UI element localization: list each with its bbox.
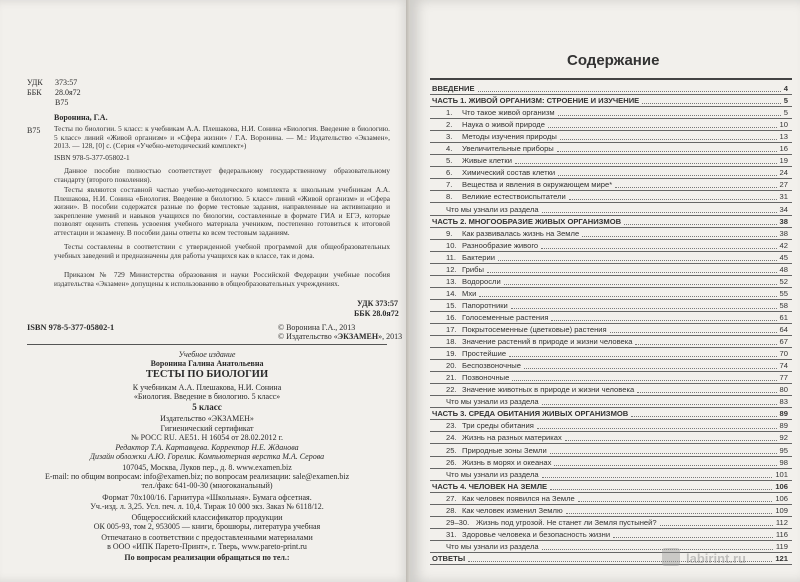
toc-row-number: 29–30. bbox=[446, 517, 470, 527]
toc-section-row bbox=[430, 409, 792, 419]
toc-row-rule bbox=[430, 275, 792, 276]
toc-leader-dots bbox=[615, 187, 777, 188]
toc-row-page: 67 bbox=[779, 337, 788, 347]
toc-row-rule bbox=[430, 480, 792, 481]
toc-row-page: 38 bbox=[779, 228, 788, 238]
toc-row-rule bbox=[430, 154, 792, 155]
toc-row-number: 23. bbox=[446, 421, 457, 431]
contents-page bbox=[410, 0, 800, 582]
toc-row-rule bbox=[430, 166, 792, 167]
toc-row-label: Как человек изменил Землю bbox=[462, 505, 563, 515]
toc-section-row bbox=[430, 217, 792, 227]
grade: 5 класс bbox=[192, 402, 222, 412]
toc-row bbox=[430, 397, 792, 407]
toc-row-number: 5. bbox=[446, 156, 453, 166]
toc-row-number: 13. bbox=[446, 276, 457, 286]
toc-row bbox=[430, 144, 792, 154]
toc-leader-dots bbox=[498, 260, 777, 261]
toc-row-label: Увеличительные приборы bbox=[462, 144, 554, 154]
toc-row-number: 9. bbox=[446, 228, 453, 238]
toc-row-label: Значение растений в природе и жизни человека bbox=[462, 337, 633, 347]
toc-row-rule bbox=[430, 468, 792, 469]
isbn-large: ISBN 978-5-377-05802-1 bbox=[27, 323, 115, 332]
toc-leader-dots bbox=[537, 428, 777, 429]
toc-leader-dots bbox=[557, 151, 777, 152]
toc-row bbox=[430, 385, 792, 395]
toc-row bbox=[430, 192, 792, 202]
toc-row-rule bbox=[430, 407, 792, 408]
toc-row-rule bbox=[430, 227, 792, 228]
toc-row bbox=[430, 349, 792, 359]
toc-row-label: ЧАСТЬ 2. МНОГООБРАЗИЕ ЖИВЫХ ОРГАНИЗМОВ bbox=[432, 216, 622, 226]
toc-row bbox=[430, 132, 792, 142]
toc-row-rule bbox=[430, 516, 792, 517]
subtitle-line-2: «Биология. Введение в биологию. 5 класс» bbox=[133, 392, 281, 401]
divider bbox=[27, 344, 387, 345]
author-heading: Воронина, Г.А. bbox=[54, 113, 108, 122]
toc-leader-dots bbox=[551, 320, 777, 321]
toc-row-rule bbox=[430, 118, 792, 119]
toc-leader-dots bbox=[578, 501, 772, 502]
toc-leader-dots bbox=[509, 356, 777, 357]
toc-leader-dots bbox=[550, 453, 777, 454]
toc-row-rule bbox=[430, 431, 792, 432]
toc-row-label: Вещества и явления в окружающем мире* bbox=[462, 180, 613, 190]
toc-row-rule bbox=[430, 504, 792, 505]
toc-row-page: 77 bbox=[779, 373, 788, 383]
toc-row bbox=[430, 518, 792, 528]
toc-leader-dots bbox=[548, 127, 777, 128]
order-paragraph: Приказом № 729 Министерства образования и науки Российской Федерации учебные пособия издательства «Экзамен» допущены к использованию в общеобразовательных учреждениях. bbox=[54, 270, 390, 288]
bbk-secondary: ББК 28.0я72 bbox=[354, 309, 399, 318]
toc-row-rule bbox=[430, 419, 792, 420]
publisher-name: Издательство «ЭКЗАМЕН» bbox=[160, 414, 254, 423]
toc-row-label: Папоротники bbox=[462, 300, 508, 310]
toc-row-rule bbox=[430, 239, 792, 240]
copyright-publisher: © Издательство «ЭКЗАМЕН», 2013 bbox=[278, 332, 403, 341]
toc-leader-dots bbox=[558, 175, 777, 176]
toc-row-page: 24 bbox=[779, 168, 788, 178]
toc-row-page: 5 bbox=[783, 108, 788, 118]
toc-row bbox=[430, 265, 792, 275]
toc-row-label: Живые клетки bbox=[462, 156, 512, 166]
classifier-title: Общероссийский классификатор продукции bbox=[131, 513, 283, 522]
toc-row-page: 31 bbox=[779, 192, 788, 202]
toc-row bbox=[430, 458, 792, 468]
toc-row-label: Жизнь на разных материках bbox=[462, 433, 562, 443]
toc-row-rule bbox=[430, 106, 792, 107]
toc-leader-dots bbox=[478, 91, 781, 92]
udk-label: УДК bbox=[27, 78, 43, 87]
toc-leader-dots bbox=[610, 332, 777, 333]
author-full-name: Воронина Галина Анатольевна bbox=[150, 359, 264, 368]
toc-row bbox=[430, 433, 792, 443]
toc-row-number: 17. bbox=[446, 325, 457, 334]
toc-row-label: Покрытосеменные (цветковые) растения bbox=[462, 325, 607, 334]
toc-row-number: 20. bbox=[446, 361, 457, 371]
toc-leader-dots bbox=[660, 525, 773, 526]
toc-row-label: Что мы узнали из раздела bbox=[446, 204, 539, 214]
standard-paragraph: Данное пособие полностью соответствует федеральному государственному образовательному стандарту (второго поколения). bbox=[54, 166, 390, 184]
toc-row-page: 121 bbox=[775, 553, 788, 563]
toc-row-label: Жизнь в морях и океанах bbox=[462, 457, 552, 467]
toc-row-rule bbox=[430, 215, 792, 216]
toc-row-page: 95 bbox=[779, 445, 788, 455]
toc-row bbox=[430, 421, 792, 431]
design-credits: Дизайн обложки А.Ю. Горелик. Компьютерная верстка М.А. Серова bbox=[89, 452, 325, 461]
toc-row-page: 92 bbox=[779, 433, 788, 443]
toc-row-label: Три среды обитания bbox=[462, 421, 534, 431]
publisher-email: E-mail: по общим вопросам: info@examen.biz; по вопросам реализации: sale@examen.biz bbox=[45, 472, 350, 481]
classification-code: В75 bbox=[55, 98, 69, 107]
toc-row-number: 12. bbox=[446, 264, 457, 274]
contents-title: Содержание bbox=[567, 52, 660, 69]
toc-leader-dots bbox=[504, 284, 777, 285]
toc-row-page: 83 bbox=[779, 397, 788, 407]
toc-row bbox=[430, 494, 792, 504]
toc-row-label: Наука о живой природе bbox=[462, 120, 545, 130]
toc-row-number: 3. bbox=[446, 132, 453, 142]
toc-row-page: 98 bbox=[779, 457, 788, 467]
toc-row-page: 27 bbox=[779, 180, 788, 190]
toc-row-rule bbox=[430, 359, 792, 360]
toc-row-label: Что такое живой организм bbox=[462, 108, 555, 118]
toc-row-number: 26. bbox=[446, 457, 457, 467]
bbk-value: 28.0я72 bbox=[55, 88, 81, 97]
toc-row-label: Как человек появился на Земле bbox=[462, 493, 575, 503]
toc-leader-dots bbox=[541, 248, 777, 249]
toc-row-rule bbox=[430, 142, 792, 143]
toc-leader-dots bbox=[512, 380, 777, 381]
toc-row bbox=[430, 205, 792, 215]
toc-row-number: 21. bbox=[446, 373, 457, 383]
toc-row-label: Грибы bbox=[462, 264, 484, 274]
toc-row-label: Значение животных в природе и жизни человека bbox=[462, 385, 635, 395]
printed-line-1: Отпечатано в соответствии с предоставленными материалами bbox=[101, 533, 313, 542]
toc-row-page: 89 bbox=[779, 409, 788, 419]
bibliographic-description: Тесты по биологии. 5 класс: к учебникам А.А. Плешакова, Н.И. Сонина «Биология. Введение в биологию. 5 класс» линий «Живой организм» и «Сфера жизни» / Г.А. Воронина. — М.: Издательство «Экзамен», 2013. — 128, [0] с. (Серия «Учебно-методический комплект») bbox=[54, 124, 390, 151]
toc-leader-dots bbox=[569, 199, 777, 200]
toc-row-rule bbox=[430, 311, 792, 312]
toc-row-number: 8. bbox=[446, 192, 453, 202]
toc-leader-dots bbox=[566, 513, 772, 514]
toc-section-row bbox=[430, 96, 792, 106]
toc-row bbox=[430, 313, 792, 323]
toc-leader-dots bbox=[560, 139, 777, 140]
toc-row-number: 4. bbox=[446, 144, 453, 154]
toc-row-rule bbox=[430, 287, 792, 288]
toc-row-label: Водоросли bbox=[462, 276, 501, 286]
toc-row-page: 101 bbox=[775, 469, 788, 479]
toc-row-label: Великие естествоиспытатели bbox=[462, 192, 566, 202]
toc-leader-dots bbox=[582, 236, 777, 237]
toc-row-label: Природные зоны Земли bbox=[462, 445, 547, 455]
curriculum-paragraph: Тесты составлены в соответствии с утвержденной учебной программой для общеобразовательных учебных заведений и предназначены для работы учащихся как в классе, так и дома. bbox=[54, 242, 390, 260]
toc-row bbox=[430, 277, 792, 287]
toc-row-page: 45 bbox=[779, 252, 788, 262]
toc-row-page: 13 bbox=[779, 132, 788, 142]
classifier-code: ОК 005-93, том 2, 953005 — книги, брошюры, литература учебная bbox=[93, 522, 321, 531]
toc-row-page: 4 bbox=[783, 84, 788, 93]
toc-row-page: 42 bbox=[779, 240, 788, 250]
toc-row-rule bbox=[430, 263, 792, 264]
toc-row-rule bbox=[430, 347, 792, 348]
toc-leader-dots bbox=[487, 272, 777, 273]
bbk-label: ББК bbox=[27, 88, 42, 97]
toc-row-label: Голосеменные растения bbox=[462, 312, 549, 322]
toc-leader-dots bbox=[613, 537, 773, 538]
watermark-box bbox=[662, 548, 680, 566]
toc-row-page: 80 bbox=[779, 385, 788, 395]
toc-row-rule bbox=[430, 178, 792, 179]
toc-row-number: 18. bbox=[446, 337, 457, 347]
book-title: ТЕСТЫ ПО БИОЛОГИИ bbox=[145, 369, 269, 380]
toc-row bbox=[430, 337, 792, 347]
toc-row-page: 38 bbox=[779, 216, 788, 226]
udk-value: 373:57 bbox=[55, 78, 78, 87]
certificate-title: Гигиенический сертификат bbox=[160, 424, 254, 433]
toc-row-number: 15. bbox=[446, 300, 457, 310]
publisher-phone: тел./факс 641-00-30 (многоканальный) bbox=[141, 481, 273, 490]
toc-row-rule bbox=[430, 371, 792, 372]
toc-leader-dots bbox=[565, 440, 777, 441]
toc-row-label: Жизнь под угрозой. Не станет ли Земля пустыней? bbox=[476, 517, 657, 527]
toc-row bbox=[430, 241, 792, 251]
toc-row-page: 106 bbox=[775, 481, 788, 491]
toc-row-number: 16. bbox=[446, 312, 457, 322]
toc-leader-dots bbox=[542, 404, 777, 405]
toc-row-label: Что мы узнали из раздела bbox=[446, 397, 539, 407]
toc-row bbox=[430, 289, 792, 299]
toc-row-rule bbox=[430, 335, 792, 336]
format-line-1: Формат 70x100/16. Гарнитура «Школьная». Бумага офсетная. bbox=[102, 493, 312, 502]
toc-row bbox=[430, 108, 792, 118]
sales-info: По вопросам реализации обращаться по тел.: bbox=[124, 553, 290, 562]
toc-row bbox=[430, 301, 792, 311]
toc-row-page: 5 bbox=[783, 96, 788, 106]
toc-leader-dots bbox=[511, 308, 777, 309]
toc-row-page: 48 bbox=[779, 264, 788, 274]
udk-secondary: УДК 373:57 bbox=[357, 299, 399, 308]
toc-row bbox=[430, 530, 792, 540]
toc-leader-dots bbox=[635, 344, 777, 345]
toc-row bbox=[430, 506, 792, 516]
toc-row-rule bbox=[430, 456, 792, 457]
toc-row-page: 106 bbox=[775, 493, 788, 503]
toc-row-page: 119 bbox=[775, 541, 788, 551]
description-paragraph: Тесты являются составной частью учебно-методического комплекта к школьным учебникам А.А. Плешакова, Н.И. Сонина «Биология. Введение в биологию. 5 класс» линий «Живой организм» и «Сфера жизни». В пособии содержатся разные по форме тестовые задания, направленные на активизацию и закрепление умений и навыков учащихся по биологии, составленные в формате ГИА и ЕГЭ, которые позволят оценить степень усвоения учебного материала учеником, постепенно готовиться к итоговой аттестации и экзамену. В пособии даны ответы ко всем тестовым заданиям. bbox=[54, 185, 390, 237]
toc-row-label: Бактерии bbox=[462, 252, 495, 262]
toc-leader-dots bbox=[542, 212, 777, 213]
toc-row-label: Что мы узнали из раздела bbox=[446, 469, 539, 479]
toc-row bbox=[430, 373, 792, 383]
toc-row-label: Здоровье человека и безопасность жизни bbox=[462, 529, 611, 539]
toc-row-page: 89 bbox=[779, 421, 788, 431]
toc-row bbox=[430, 253, 792, 263]
toc-row-number: 24. bbox=[446, 433, 457, 443]
isbn-small: ISBN 978-5-377-05802-1 bbox=[54, 153, 130, 162]
toc-row-rule bbox=[430, 492, 792, 493]
watermark-text: labirint.ru bbox=[686, 551, 746, 566]
toc-row-page: 58 bbox=[779, 300, 788, 310]
toc-row-number: 2. bbox=[446, 120, 453, 130]
toc-row-rule bbox=[430, 202, 792, 203]
editor-credits: Редактор Т.А. Картавцева. Корректор Н.Е. Жданова bbox=[115, 443, 299, 452]
toc-row bbox=[430, 229, 792, 239]
toc-row-number: 1. bbox=[446, 108, 453, 118]
publisher-brand: ЭКЗАМЕН bbox=[337, 332, 379, 341]
toc-row bbox=[430, 361, 792, 371]
toc-row-page: 10 bbox=[779, 120, 788, 130]
copyright-author: © Воронина Г.А., 2013 bbox=[278, 323, 356, 332]
toc-row-label: Разнообразие живого bbox=[462, 240, 539, 250]
toc-row-rule bbox=[430, 323, 792, 324]
toc-leader-dots bbox=[515, 163, 777, 164]
toc-row-rule bbox=[430, 395, 792, 396]
toc-leader-dots bbox=[554, 465, 777, 466]
toc-row-label: ЧАСТЬ 1. ЖИВОЙ ОРГАНИЗМ: СТРОЕНИЕ И ИЗУЧЕНИЕ bbox=[432, 96, 640, 106]
toc-leader-dots bbox=[637, 392, 777, 393]
toc-row-label: ЧАСТЬ 3. СРЕДА ОБИТАНИЯ ЖИВЫХ ОРГАНИЗМОВ bbox=[432, 409, 629, 419]
toc-row-page: 70 bbox=[779, 349, 788, 359]
toc-row-page: 16 bbox=[779, 144, 788, 154]
bib-code: В75 bbox=[27, 126, 41, 135]
format-line-2: Уч.-изд. л. 3,25. Усл. печ. л. 10,4. Тираж 10 000 экз. Заказ № 6118/12. bbox=[90, 502, 324, 511]
certificate-number: № РОСС RU. АЕ51. Н 16054 от 28.02.2012 г. bbox=[130, 433, 284, 442]
toc-leader-dots bbox=[550, 489, 772, 490]
toc-row bbox=[430, 446, 792, 456]
toc-row-number: 11. bbox=[446, 252, 456, 262]
toc-row-number: 22. bbox=[446, 385, 457, 395]
toc-row-page: 64 bbox=[779, 325, 788, 334]
toc-row-rule bbox=[430, 94, 792, 95]
toc-row-label: ЧАСТЬ 4. ЧЕЛОВЕК НА ЗЕМЛЕ bbox=[432, 481, 548, 491]
toc-row-number: 31. bbox=[446, 529, 457, 539]
toc-leader-dots bbox=[542, 477, 772, 478]
toc-row-label: ВВЕДЕНИЕ bbox=[432, 84, 475, 93]
toc-leader-dots bbox=[624, 224, 777, 225]
toc-row-label: Мхи bbox=[462, 288, 477, 298]
toc-row-page: 109 bbox=[775, 505, 788, 515]
toc-row-label: Что мы узнали из раздела bbox=[446, 541, 539, 551]
toc-row-label: Методы изучения природы bbox=[462, 132, 557, 142]
printed-line-2: в ООО «ИПК Парето-Принт», г. Тверь, www.pareto-print.ru bbox=[107, 542, 307, 551]
toc-row-page: 34 bbox=[779, 204, 788, 214]
toc-row-rule bbox=[430, 528, 792, 529]
toc-row-number: 7. bbox=[446, 180, 453, 190]
toc-row bbox=[430, 180, 792, 190]
toc-row bbox=[430, 120, 792, 130]
contents-top-rule bbox=[430, 78, 792, 80]
toc-leader-dots bbox=[524, 368, 777, 369]
toc-row-label: ОТВЕТЫ bbox=[432, 553, 466, 563]
toc-leader-dots bbox=[558, 115, 781, 116]
toc-row-page: 116 bbox=[775, 529, 788, 539]
toc-row-page: 19 bbox=[779, 156, 788, 166]
toc-row-label: Позвоночные bbox=[462, 373, 510, 383]
toc-row-rule bbox=[430, 443, 792, 444]
toc-row bbox=[430, 325, 792, 335]
toc-row-number: 6. bbox=[446, 168, 453, 178]
toc-row-rule bbox=[430, 299, 792, 300]
edition-type: Учебное издание bbox=[178, 350, 236, 359]
toc-row-rule bbox=[430, 190, 792, 191]
toc-leader-dots bbox=[642, 103, 781, 104]
toc-row-number: 28. bbox=[446, 505, 457, 515]
toc-row-page: 52 bbox=[779, 276, 788, 286]
subtitle-line-1: К учебникам А.А. Плешакова, Н.И. Сонина bbox=[132, 383, 282, 392]
toc-row-number: 14. bbox=[446, 288, 457, 298]
toc-row-page: 61 bbox=[779, 312, 788, 322]
toc-row bbox=[430, 470, 792, 480]
toc-row-rule bbox=[430, 251, 792, 252]
toc-row-page: 74 bbox=[779, 361, 788, 371]
toc-leader-dots bbox=[631, 416, 777, 417]
toc-row bbox=[430, 156, 792, 166]
toc-row-number: 19. bbox=[446, 349, 457, 359]
toc-row-number: 27. bbox=[446, 493, 457, 503]
toc-row-page: 112 bbox=[775, 517, 788, 527]
toc-row-label: Простейшие bbox=[462, 349, 507, 359]
toc-row-page: 55 bbox=[779, 288, 788, 298]
toc-row bbox=[430, 168, 792, 178]
toc-row-label: Как развивалась жизнь на Земле bbox=[462, 228, 580, 238]
toc-row-number: 25. bbox=[446, 445, 457, 455]
toc-row-rule bbox=[430, 130, 792, 131]
toc-section-row bbox=[430, 84, 792, 94]
watermark-logo bbox=[660, 540, 780, 574]
toc-row-label: Беспозвоночные bbox=[462, 361, 521, 371]
toc-leader-dots bbox=[479, 296, 777, 297]
toc-row-rule bbox=[430, 383, 792, 384]
publisher-address: 107045, Москва, Луков пер., д. 8. www.examen.biz bbox=[122, 463, 292, 472]
toc-row-number: 10. bbox=[446, 240, 457, 250]
toc-row-label: Химический состав клетки bbox=[462, 168, 556, 178]
toc-section-row bbox=[430, 482, 792, 492]
